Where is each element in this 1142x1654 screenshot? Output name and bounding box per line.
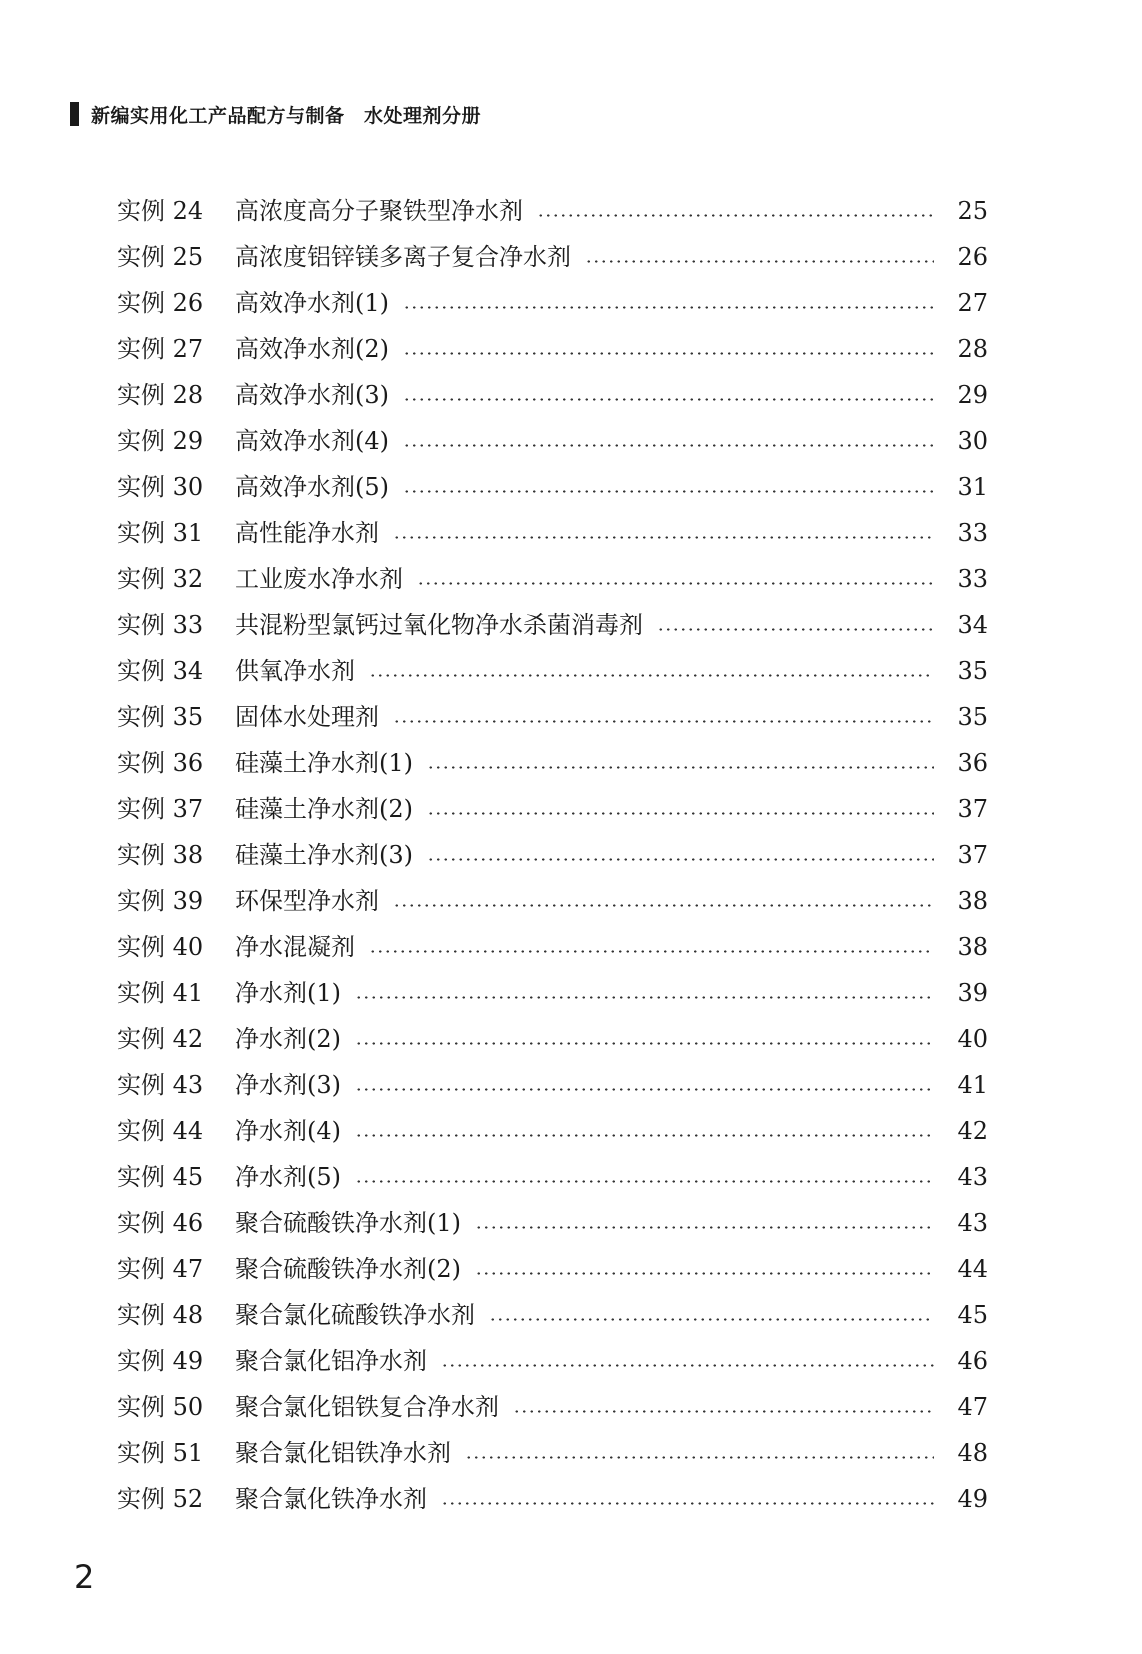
toc-entry-page: 34 xyxy=(957,611,988,639)
toc-entry-title: 硅藻土净水剂(2) xyxy=(235,795,413,823)
toc-entry-number: 实例 45 xyxy=(117,1163,204,1191)
toc-dot-leader xyxy=(369,674,934,677)
toc-entry-page: 35 xyxy=(957,657,988,685)
toc-entry-page: 29 xyxy=(957,381,988,409)
toc-entry-title: 净水混凝剂 xyxy=(235,933,355,961)
toc-entry[interactable] xyxy=(117,786,988,832)
toc-entry-number: 实例 34 xyxy=(117,657,204,685)
toc-entry-page: 39 xyxy=(957,979,988,1007)
toc-entry-title: 硅藻土净水剂(1) xyxy=(235,749,413,777)
toc-entry-page: 44 xyxy=(957,1255,988,1283)
toc-entry[interactable] xyxy=(117,1292,988,1338)
toc-entry-number: 实例 52 xyxy=(117,1485,204,1513)
toc-entry-page: 28 xyxy=(957,335,988,363)
toc-dot-leader xyxy=(403,352,934,355)
toc-dot-leader xyxy=(393,904,934,907)
toc-entry-page: 25 xyxy=(957,197,988,225)
toc-dot-leader xyxy=(403,490,934,493)
toc-entry-number: 实例 31 xyxy=(117,519,204,547)
toc-entry-page: 31 xyxy=(957,473,988,501)
toc-entry[interactable] xyxy=(117,234,988,280)
toc-entry[interactable] xyxy=(117,1384,988,1430)
toc-dot-leader xyxy=(393,720,934,723)
toc-entry-number: 实例 48 xyxy=(117,1301,204,1329)
toc-dot-leader xyxy=(441,1502,934,1505)
toc-entry-number: 实例 25 xyxy=(117,243,204,271)
toc-dot-leader xyxy=(427,858,934,861)
toc-dot-leader xyxy=(355,1180,934,1183)
toc-entry[interactable] xyxy=(117,878,988,924)
toc-entry-page: 27 xyxy=(957,289,988,317)
toc-entry-title: 聚合氯化硫酸铁净水剂 xyxy=(235,1301,475,1329)
toc-dot-leader xyxy=(403,398,934,401)
toc-entry-number: 实例 46 xyxy=(117,1209,204,1237)
toc-dot-leader xyxy=(369,950,934,953)
toc-entry-number: 实例 51 xyxy=(117,1439,204,1467)
toc-entry-number: 实例 44 xyxy=(117,1117,204,1145)
toc-dot-leader xyxy=(355,996,934,999)
toc-entry-page: 48 xyxy=(957,1439,988,1467)
toc-dot-leader xyxy=(489,1318,934,1321)
toc-entry-number: 实例 28 xyxy=(117,381,204,409)
toc-entry-page: 26 xyxy=(957,243,988,271)
toc-entry-page: 45 xyxy=(957,1301,988,1329)
toc-dot-leader xyxy=(441,1364,934,1367)
toc-entry-title: 环保型净水剂 xyxy=(235,887,379,915)
toc-entry[interactable] xyxy=(117,464,988,510)
toc-entry-title: 聚合硫酸铁净水剂(1) xyxy=(235,1209,461,1237)
toc-entry-page: 38 xyxy=(957,933,988,961)
toc-entry-page: 36 xyxy=(957,749,988,777)
table-of-contents xyxy=(117,188,988,1522)
toc-entry-page: 30 xyxy=(957,427,988,455)
toc-entry-page: 33 xyxy=(957,519,988,547)
toc-entry-number: 实例 27 xyxy=(117,335,204,363)
toc-entry-title: 共混粉型氯钙过氧化物净水杀菌消毒剂 xyxy=(235,611,643,639)
toc-entry-title: 净水剂(4) xyxy=(235,1117,341,1145)
toc-entry-page: 49 xyxy=(957,1485,988,1513)
toc-entry[interactable] xyxy=(117,970,988,1016)
toc-entry[interactable] xyxy=(117,556,988,602)
toc-entry[interactable] xyxy=(117,648,988,694)
toc-entry-title: 高效净水剂(4) xyxy=(235,427,389,455)
toc-entry[interactable] xyxy=(117,602,988,648)
toc-entry-number: 实例 36 xyxy=(117,749,204,777)
toc-entry-page: 37 xyxy=(957,841,988,869)
toc-entry-title: 高效净水剂(5) xyxy=(235,473,389,501)
toc-entry-page: 35 xyxy=(957,703,988,731)
toc-dot-leader xyxy=(393,536,934,539)
toc-entry-number: 实例 24 xyxy=(117,197,204,225)
toc-entry-title: 净水剂(3) xyxy=(235,1071,341,1099)
toc-entry-number: 实例 32 xyxy=(117,565,204,593)
toc-entry[interactable] xyxy=(117,188,988,234)
toc-entry-page: 43 xyxy=(957,1163,988,1191)
toc-dot-leader xyxy=(585,260,934,263)
toc-entry[interactable] xyxy=(117,1476,988,1522)
toc-entry[interactable] xyxy=(117,1338,988,1384)
toc-entry[interactable] xyxy=(117,1200,988,1246)
toc-dot-leader xyxy=(475,1226,934,1229)
toc-entry-page: 42 xyxy=(957,1117,988,1145)
toc-entry-number: 实例 43 xyxy=(117,1071,204,1099)
toc-entry-title: 高效净水剂(3) xyxy=(235,381,389,409)
toc-entry[interactable] xyxy=(117,418,988,464)
toc-entry-title: 硅藻土净水剂(3) xyxy=(235,841,413,869)
toc-entry-page: 33 xyxy=(957,565,988,593)
toc-dot-leader xyxy=(355,1042,934,1045)
toc-entry-page: 38 xyxy=(957,887,988,915)
toc-entry[interactable] xyxy=(117,832,988,878)
toc-entry-number: 实例 38 xyxy=(117,841,204,869)
page-number: 2 xyxy=(74,1558,95,1596)
toc-entry-title: 聚合氯化铁净水剂 xyxy=(235,1485,427,1513)
toc-entry[interactable] xyxy=(117,1016,988,1062)
toc-entry-title: 高性能净水剂 xyxy=(235,519,379,547)
toc-entry-number: 实例 47 xyxy=(117,1255,204,1283)
toc-entry-page: 43 xyxy=(957,1209,988,1237)
toc-dot-leader xyxy=(403,444,934,447)
toc-dot-leader xyxy=(403,306,934,309)
toc-entry-number: 实例 29 xyxy=(117,427,204,455)
toc-entry-number: 实例 37 xyxy=(117,795,204,823)
toc-entry[interactable] xyxy=(117,326,988,372)
toc-entry[interactable] xyxy=(117,372,988,418)
toc-dot-leader xyxy=(427,766,934,769)
running-header xyxy=(70,100,481,128)
toc-entry-title: 净水剂(5) xyxy=(235,1163,341,1191)
toc-entry-title: 高效净水剂(2) xyxy=(235,335,389,363)
toc-entry-number: 实例 33 xyxy=(117,611,204,639)
toc-entry-number: 实例 42 xyxy=(117,1025,204,1053)
toc-entry-title: 高效净水剂(1) xyxy=(235,289,389,317)
toc-dot-leader xyxy=(537,214,934,217)
toc-entry-title: 聚合氯化铝铁净水剂 xyxy=(235,1439,451,1467)
toc-dot-leader xyxy=(427,812,934,815)
toc-entry-title: 供氧净水剂 xyxy=(235,657,355,685)
toc-entry-page: 41 xyxy=(957,1071,988,1099)
toc-entry[interactable] xyxy=(117,740,988,786)
toc-entry-title: 聚合氯化铝净水剂 xyxy=(235,1347,427,1375)
toc-entry[interactable] xyxy=(117,510,988,556)
toc-entry[interactable] xyxy=(117,280,988,326)
toc-dot-leader xyxy=(657,628,934,631)
toc-entry-title: 工业废水净水剂 xyxy=(235,565,403,593)
header-bar-mark xyxy=(70,102,79,126)
toc-entry-number: 实例 41 xyxy=(117,979,204,1007)
toc-dot-leader xyxy=(475,1272,934,1275)
toc-dot-leader xyxy=(417,582,934,585)
toc-entry-title: 净水剂(2) xyxy=(235,1025,341,1053)
running-header-title: 新编实用化工产品配方与制备 水处理剂分册 xyxy=(91,104,482,127)
toc-dot-leader xyxy=(465,1456,934,1459)
toc-entry-number: 实例 26 xyxy=(117,289,204,317)
toc-entry-title: 聚合氯化铝铁复合净水剂 xyxy=(235,1393,499,1421)
toc-entry-page: 46 xyxy=(957,1347,988,1375)
toc-entry[interactable] xyxy=(117,1062,988,1108)
toc-entry-number: 实例 49 xyxy=(117,1347,204,1375)
toc-entry[interactable] xyxy=(117,924,988,970)
toc-entry-title: 聚合硫酸铁净水剂(2) xyxy=(235,1255,461,1283)
toc-entry-number: 实例 50 xyxy=(117,1393,204,1421)
toc-entry-title: 净水剂(1) xyxy=(235,979,341,1007)
toc-dot-leader xyxy=(355,1134,934,1137)
toc-entry[interactable] xyxy=(117,1430,988,1476)
toc-entry-title: 高浓度高分子聚铁型净水剂 xyxy=(235,197,523,225)
toc-entry[interactable] xyxy=(117,1154,988,1200)
toc-entry-page: 47 xyxy=(957,1393,988,1421)
toc-entry-page: 37 xyxy=(957,795,988,823)
toc-entry[interactable] xyxy=(117,1108,988,1154)
toc-entry[interactable] xyxy=(117,694,988,740)
toc-entry-page: 40 xyxy=(957,1025,988,1053)
toc-entry-number: 实例 35 xyxy=(117,703,204,731)
toc-dot-leader xyxy=(355,1088,934,1091)
toc-entry-number: 实例 39 xyxy=(117,887,204,915)
toc-entry-title: 高浓度铝锌镁多离子复合净水剂 xyxy=(235,243,571,271)
toc-entry-title: 固体水处理剂 xyxy=(235,703,379,731)
toc-dot-leader xyxy=(513,1410,934,1413)
toc-entry-number: 实例 30 xyxy=(117,473,204,501)
toc-entry-number: 实例 40 xyxy=(117,933,204,961)
toc-entry[interactable] xyxy=(117,1246,988,1292)
